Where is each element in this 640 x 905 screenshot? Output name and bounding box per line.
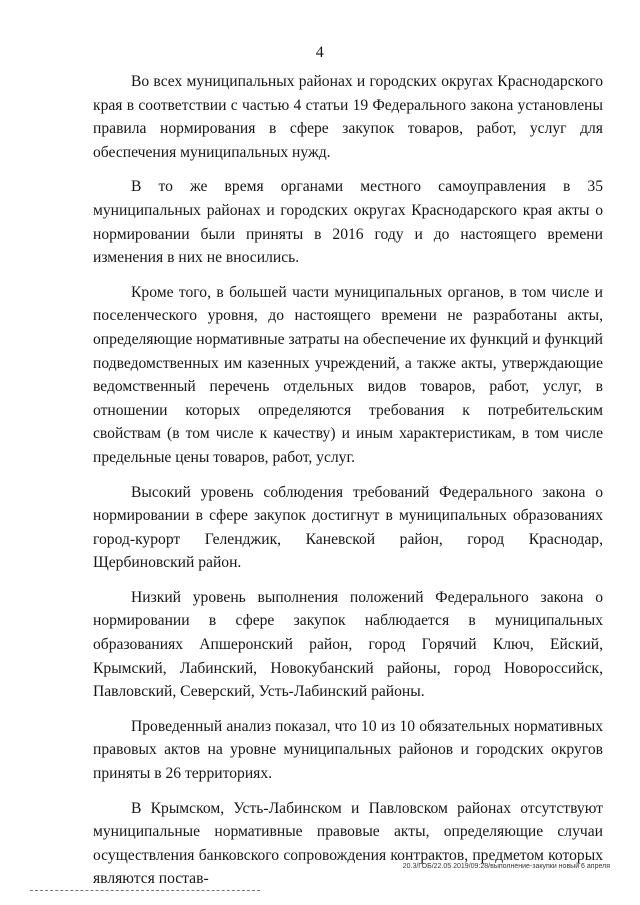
scan-edge-dashes (30, 890, 260, 893)
paragraph-7: В Крымском, Усть-Лабинском и Павловском районах отсутствуют муниципальные нормативные правовые акты, определяющие случаи осуществления банковского сопровождения контрактов, предметом которых являются постав- (93, 799, 603, 888)
paragraph-4: Высокий уровень соблюдения требований Федерального закона о нормировании в сфере закупок достигнут в муниципальных образованиях город-курорт Геленджик, Каневской район, город Краснодар, Щербиновский район. (93, 483, 603, 572)
page-number: 4 (315, 44, 325, 61)
paragraph-6: Проведенный анализ показал, что 10 из 10 обязательных нормативных правовых актов на уровне муниципальных районов и городских округов приняты в 26 территориях. (93, 717, 603, 783)
footer-file-stamp: 20.3/ГОБ/22.05 2019/09:28/выполнение-закупки новый 6 апреля (402, 863, 610, 870)
body-text (93, 70, 603, 902)
paragraph-3: Кроме того, в большей части муниципальных органов, в том числе и поселенческого уровня, до настоящего времени не разработаны акты, определяющие нормативные затраты на обеспечение их функций и функций подведомственных им казенных учреждений, а также акты, утверждающие ведомственный перечень отдельных видов товаров, работ, услуг, в отношении которых определяются требования к потребительским свойствам (в том числе к качеству) и иным характеристикам, в том числе предельные цены товаров, работ, услуг. (93, 283, 603, 466)
paragraph-5: Низкий уровень выполнения положений Федерального закона о нормировании в сфере закупок наблюдается в муниципальных образованиях Апшеронский район, город Горячий Ключ, Ейский, Крымский, Лабинский, Новокубанский районы, город Новороссийск, Павловский, Северский, Усть-Лабинский районы. (93, 588, 603, 701)
paragraph-1: Во всех муниципальных районах и городских округах Краснодарского края в соответствии с частью 4 статьи 19 Федерального закона установлены правила нормирования в сфере закупок товаров, работ, услуг для обеспечения муниципальных нужд. (93, 73, 603, 161)
paragraph-2: В то же время органами местного самоуправления в 35 муниципальных районах и городских округах Краснодарского края акты о нормировании были приняты в 2016 году и до настоящего времени изменения в них не вносились. (93, 178, 603, 267)
